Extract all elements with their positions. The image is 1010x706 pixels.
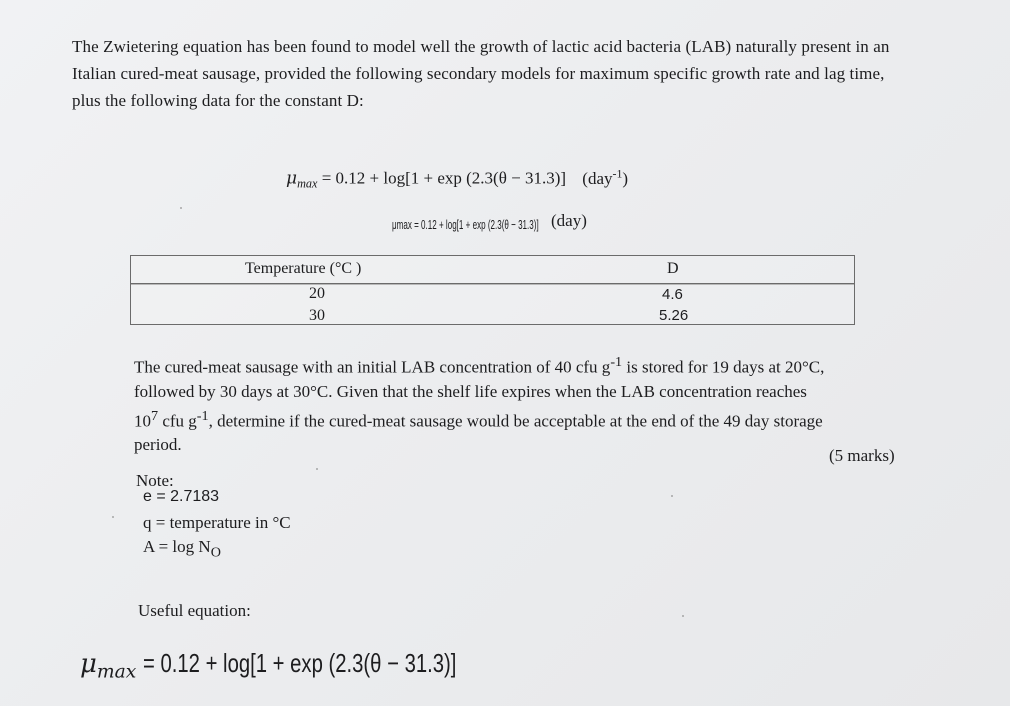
compressed-equation-text: μmax = 0.12 + log[1 + exp (2.3(θ − 31.3)] (392, 217, 539, 232)
constant-d-table (130, 255, 855, 325)
unit-exponent: -1 (612, 166, 623, 180)
paper-speck (682, 615, 684, 617)
unit-text: (day (582, 168, 613, 188)
note-e-value: e = 2.7183 (143, 488, 220, 505)
question-line-3-mid: cfu g (158, 411, 197, 431)
note-q-definition: q = temperature in °C (143, 513, 291, 532)
paper-speck (316, 468, 318, 470)
bottom-mu-symbol: μ (80, 649, 97, 679)
question-line-3-suffix: , determine if the cured-meat sausage would be acceptable at the end of the 49 day storage (208, 411, 823, 431)
intro-text: The Zwietering equation has been found to model well the growth of lactic acid bacteria (LAB) naturally present in an Italian cured-meat sausage, provided the following secondary models for maximum specific growth rate and lag time, plus the following data for the constant D: (72, 37, 890, 110)
marks-label: (5 marks) (829, 446, 895, 465)
question-line-3 (134, 404, 908, 434)
table-row-2-d: 5.26 (659, 307, 689, 324)
table-header-d: D (667, 260, 679, 277)
question-line-1-exponent: -1 (610, 354, 623, 370)
mu-symbol: μ (286, 168, 298, 189)
question-line-3-exponent-a: 7 (151, 407, 159, 424)
table-header-row (131, 256, 854, 284)
note-a-prefix: A = log N (143, 537, 211, 556)
unit-close: ) (622, 168, 629, 188)
question-line-1-suffix: is stored for 19 days at 20°C, (622, 357, 825, 377)
question-line-4: period. (134, 435, 182, 455)
bottom-mu-subscript: max (96, 661, 137, 683)
question-line-2: followed by 30 days at 30°C. Given that the shelf life expires when the LAB concentration reaches (134, 381, 807, 401)
question-line-3-exponent-b: -1 (196, 407, 209, 424)
paper-speck (180, 207, 182, 209)
note-a-subscript: O (210, 544, 221, 561)
equation-expression: = 0.12 + log[1 + exp (2.3(θ − 31.3)] (321, 168, 567, 188)
compressed-equation-unit: (day) (551, 211, 587, 230)
table-header-temperature: Temperature (°C ) (245, 260, 362, 277)
paper-speck (112, 516, 114, 518)
intro-paragraph (72, 33, 898, 114)
useful-equation (80, 648, 545, 683)
bottom-equation-expression: = 0.12 + log[1 + exp (2.3(θ − 31.3)] (142, 648, 457, 678)
compressed-equation (392, 216, 629, 234)
question-line-1-prefix: The cured-meat sausage with an initial LAB concentration of 40 cfu g (134, 357, 611, 377)
paper-speck (671, 495, 673, 497)
table-row-1-temperature: 20 (309, 285, 325, 302)
mu-subscript: max (297, 176, 318, 191)
note-a-definition (143, 537, 221, 561)
note-title: Note: (136, 471, 174, 490)
growth-rate-equation (286, 166, 628, 191)
question-paragraph (134, 350, 908, 457)
useful-equation-label: Useful equation: (138, 601, 251, 620)
table-row-1-d: 4.6 (662, 286, 683, 303)
question-line-1 (134, 350, 908, 380)
question-line-3-prefix: 10 (134, 411, 151, 431)
equation-unit (582, 166, 629, 188)
table-row-2-temperature: 30 (309, 307, 325, 324)
